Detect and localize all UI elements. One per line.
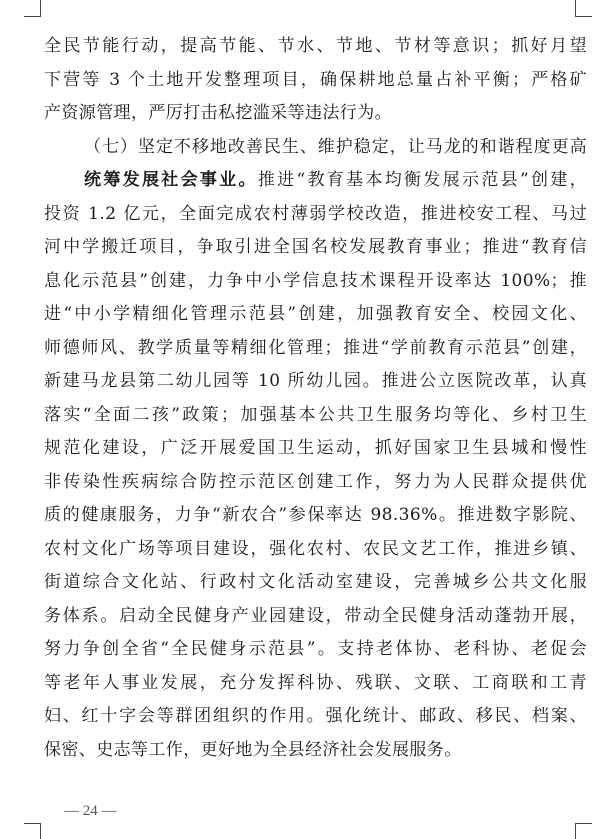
text-line: 产资源管理，严厉打击私挖滥采等违法行为。 (44, 103, 392, 123)
text-line: 保密、史志等工作，更好地为全县经济社会发展服务。 (44, 739, 462, 760)
text-line: 落实“全面二孩”政策；加强基本公共卫生服务均等化、乡村卫生 (44, 404, 587, 425)
crop-mark (575, 0, 576, 16)
text-line: 新建马龙县第二幼儿园等 10 所幼儿园。推进公立医院改革，认真 (44, 371, 587, 391)
text-line: 下营等 3 个土地开发整理项目，确保耕地总量占补平衡；严格矿 (44, 69, 587, 90)
crop-mark (575, 16, 592, 17)
crop-mark (24, 823, 41, 824)
text-line: 息化示范县”创建，力争中小学信息技术课程开设率达 100%；推 (44, 270, 587, 291)
section-heading-bold: 统筹发展社会事业。 (84, 170, 258, 190)
crop-mark (40, 0, 41, 16)
text-line: 进“中小学精细化管理示范县”创建，加强教育安全、校园文化、 (44, 304, 587, 324)
crop-mark (24, 16, 41, 17)
text-line: 等老年人事业发展，充分发挥科协、残联、文联、工商联和工青 (44, 672, 587, 693)
crop-mark (575, 824, 576, 839)
text-line: 河中学搬迁项目，争取引进全国名校发展教育事业；推进“教育信 (44, 237, 587, 257)
document-body (44, 30, 587, 767)
text-line: 妇、红十字会等群团组织的作用。强化统计、邮政、移民、档案、 (44, 706, 587, 726)
text-line: 农村文化广场等项目建设，强化农村、农民文艺工作，推进乡镇、 (44, 538, 587, 559)
text-line: 努力争创全省“全民健身示范县”。支持老体协、老科协、老促会 (44, 639, 587, 659)
text-line: 务体系。启动全民健身产业园建设，带动全民健身活动蓬勃开展， (44, 605, 587, 626)
text-line: 全民节能行动，提高节能、节水、节地、节材等意识；抓好月望 (44, 36, 587, 56)
section-heading-rest: 推进“教育基本均衡发展示范县”创建， (257, 170, 587, 190)
text-line: 规范化建设，广泛开展爱国卫生运动，抓好国家卫生县城和慢性 (44, 438, 587, 458)
text-line: 非传染性疾病综合防控示范区创建工作，努力为人民群众提供优 (44, 471, 587, 492)
crop-mark (40, 824, 41, 839)
section-heading-line: （七）坚定不移地改善民生、维护稳定，让马龙的和谐程度更高 (84, 136, 587, 157)
crop-mark (575, 823, 592, 824)
text-line: 投资 1.2 亿元，全面完成农村薄弱学校改造，推进校安工程、马过 (44, 203, 587, 224)
page-number: — 24 — (64, 803, 117, 819)
section-heading-line (44, 164, 587, 198)
text-line: 师德师风、教学质量等精细化管理；推进“学前教育示范县”创建， (44, 337, 587, 358)
text-line: 质的健康服务，力争“新农合”参保率达 98.36%。推进数字影院、 (44, 505, 587, 525)
text-line: 街道综合文化站、行政村文化活动室建设，完善城乡公共文化服 (44, 572, 587, 592)
